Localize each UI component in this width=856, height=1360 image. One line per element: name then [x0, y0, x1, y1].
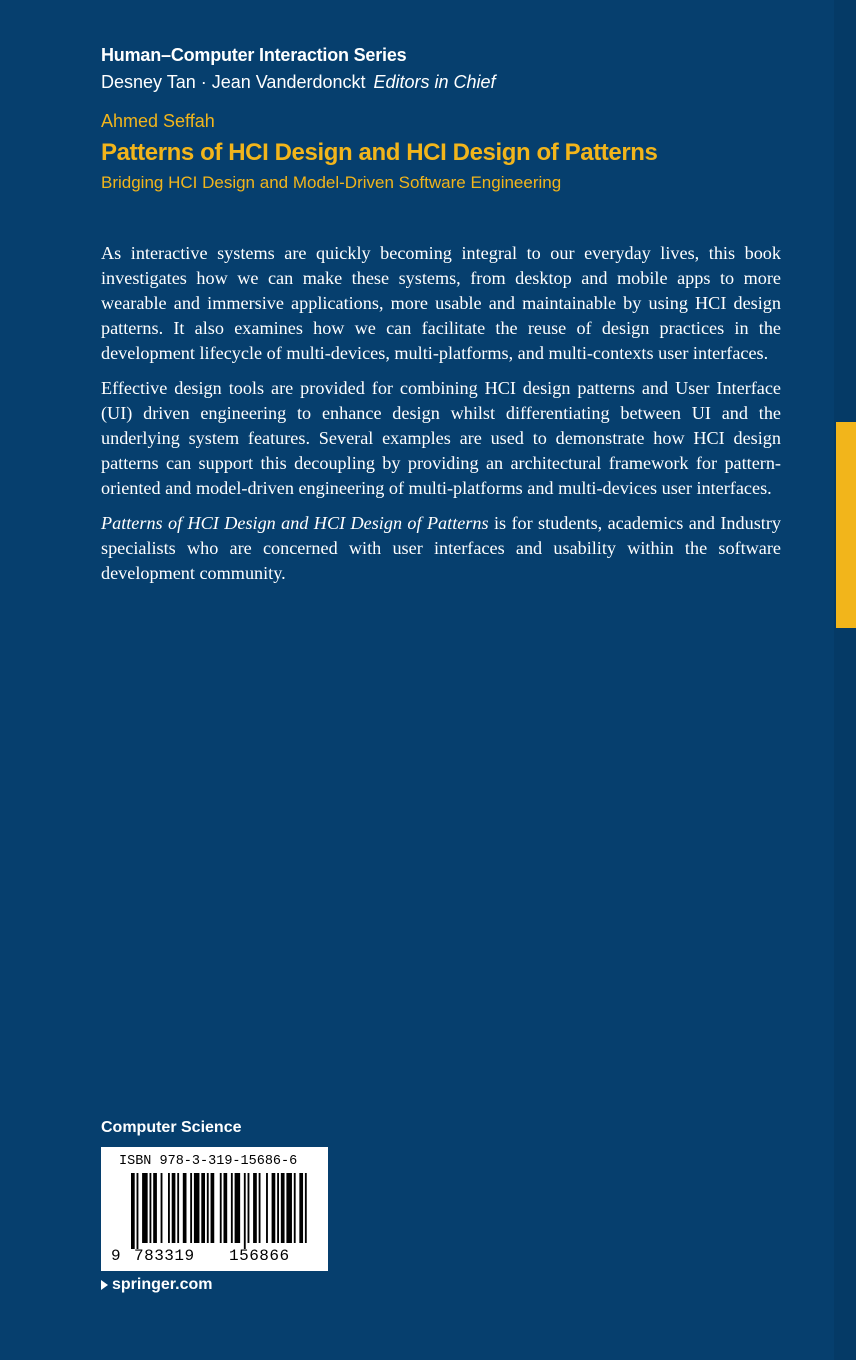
ean-first-digit: 9: [111, 1247, 121, 1265]
author-name: Ahmed Seffah: [101, 111, 215, 131]
barcode-bar: [286, 1173, 292, 1243]
barcode-bar: [142, 1173, 148, 1243]
barcode-bar: [272, 1173, 276, 1243]
book-title: Patterns of HCI Design and HCI Design of Patterns: [101, 139, 658, 166]
barcode-bar: [207, 1173, 209, 1243]
barcode-bar: [211, 1173, 215, 1243]
barcode-bar: [137, 1173, 139, 1249]
blurb-paragraph-2: Effective design tools are provided for combining HCI design patterns and User Interface (UI) driven engineering to enhance design whilst differentiating between UI and the underlying system features. Several examples are used to demonstrate how HCI design patterns can support this decoupling by providing an architectural framework for pattern-oriented and model-driven engineering of multi-platforms and multi-devices user interfaces.: [101, 378, 781, 498]
isbn-barcode: [101, 1147, 328, 1271]
barcode-bar: [244, 1173, 246, 1249]
barcode-bar: [277, 1173, 279, 1243]
spine-edge: [834, 0, 856, 1360]
spine-color-tab: [836, 422, 856, 628]
ean-left-digits: 783319: [134, 1247, 195, 1265]
barcode-bar: [190, 1173, 192, 1243]
barcode-bar: [253, 1173, 257, 1243]
publisher-link[interactable]: [101, 1276, 212, 1294]
barcode-bar: [194, 1173, 200, 1243]
barcode-bar: [281, 1173, 285, 1243]
editors-line: [101, 72, 496, 93]
barcode-bar: [235, 1173, 241, 1243]
subject-category: Computer Science: [101, 1119, 242, 1136]
blurb-title-reference: Patterns of HCI Design and HCI Design of Patterns: [101, 513, 489, 533]
barcode-bar: [299, 1173, 303, 1243]
arrow-right-icon: [101, 1280, 108, 1290]
blurb-paragraph-3-text: is for students, academics and Industry specialists who are concerned with user interfaces and usability within the software development community.: [101, 513, 781, 583]
barcode-bar: [294, 1173, 296, 1243]
book-subtitle: Bridging HCI Design and Model-Driven Software Engineering: [101, 173, 562, 192]
editors-names: Desney Tan · Jean Vanderdonckt: [101, 72, 366, 92]
editors-role: Editors in Chief: [373, 72, 496, 92]
blurb-paragraph-3: [101, 511, 781, 586]
barcode-bar: [183, 1173, 187, 1243]
publisher-link-text: springer.com: [112, 1276, 213, 1293]
barcode-bar: [231, 1173, 233, 1243]
barcode-bar: [224, 1173, 228, 1243]
ean-right-digits: 156866: [229, 1247, 290, 1265]
barcode-bar: [259, 1173, 261, 1243]
barcode-bar: [172, 1173, 176, 1243]
barcode-bar: [220, 1173, 222, 1243]
barcode-bar: [168, 1173, 170, 1243]
barcode-bar: [248, 1173, 250, 1243]
blurb: [101, 241, 781, 596]
barcode-bar: [305, 1173, 307, 1243]
barcode-bar: [177, 1173, 179, 1243]
barcode-bar: [266, 1173, 268, 1243]
blurb-paragraph-1: As interactive systems are quickly becoming integral to our everyday lives, this book investigates how we can make these systems, from desktop and mobile apps to more wearable and immersive applications, more usable and maintainable by using HCI design patterns. It also examines how we can facilitate the reuse of design practices in the development lifecycle of multi-devices, multi-platforms, and multi-contexts user interfaces.: [101, 243, 781, 363]
isbn-number: ISBN 978-3-319-15686-6: [119, 1154, 298, 1169]
barcode-bar: [131, 1173, 135, 1249]
barcode-bar: [161, 1173, 163, 1243]
barcode-bar: [153, 1173, 157, 1243]
barcode-bar: [150, 1173, 152, 1243]
series-title: Human–Computer Interaction Series: [101, 45, 407, 65]
barcode-bar: [201, 1173, 205, 1243]
